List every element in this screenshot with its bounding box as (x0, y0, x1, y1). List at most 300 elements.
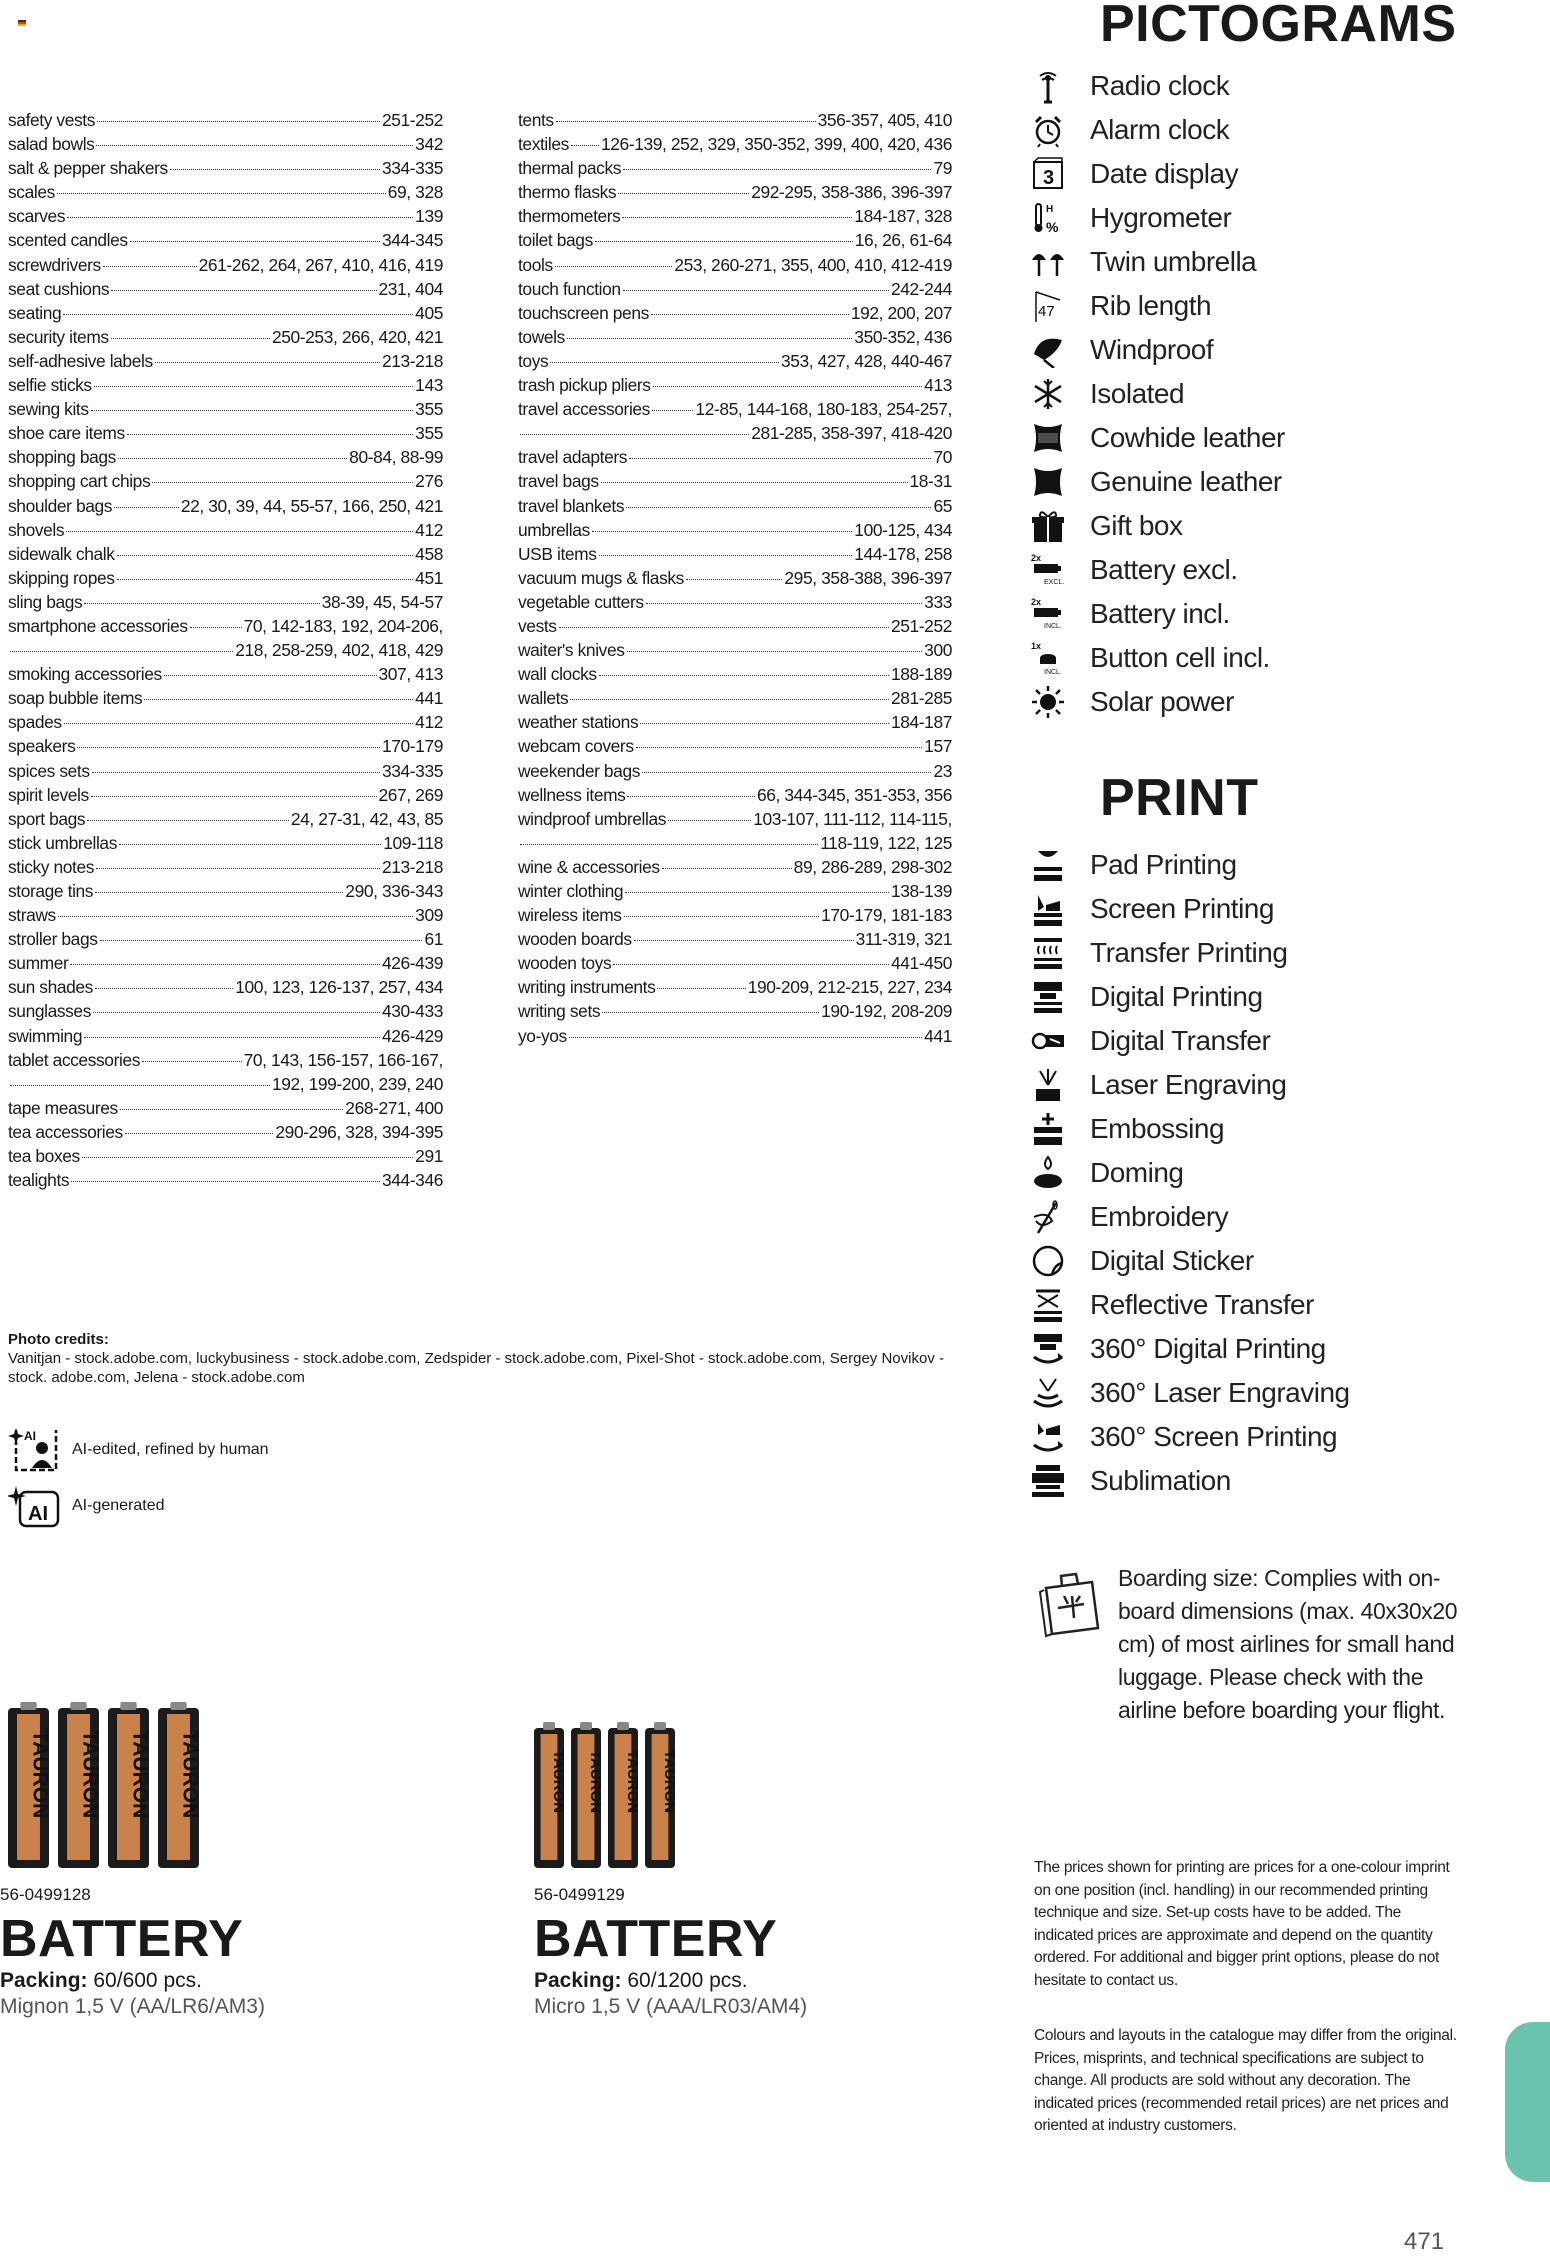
index-pages: 355 (415, 399, 443, 420)
index-column-right (518, 108, 952, 1048)
index-pages: 344-346 (381, 1170, 443, 1191)
solar-power-icon (1030, 682, 1076, 722)
dot-leader (114, 507, 179, 508)
print-label: Doming (1090, 1157, 1184, 1188)
index-pages: 291 (415, 1146, 443, 1167)
battery-brand: TAURON (128, 1730, 152, 1819)
dot-leader (84, 603, 319, 604)
screen-printing-icon (1030, 889, 1076, 929)
battery-brand: TAURON (28, 1730, 52, 1819)
product-spec: Mignon 1,5 V (AA/LR6/AM3) (0, 1995, 265, 2018)
index-term: writing sets (518, 1001, 601, 1022)
svg-text:EXCL.: EXCL. (1044, 579, 1065, 586)
pictograms-label: Cowhide leather (1090, 422, 1285, 453)
dot-leader (570, 699, 889, 700)
index-term: tea boxes (8, 1146, 80, 1167)
index-entry (8, 1096, 443, 1120)
print-item (1030, 1195, 1350, 1239)
index-pages: 213-218 (381, 856, 443, 877)
index-pages: 184-187 (890, 712, 952, 733)
index-pages: 355 (415, 423, 443, 444)
index-pages: 23 (933, 760, 952, 781)
index-entry (8, 349, 443, 373)
index-term: winter clothing (518, 881, 624, 901)
index-entry (8, 421, 443, 445)
index-pages: 143 (415, 375, 443, 396)
index-pages: 251-252 (890, 615, 952, 636)
index-term: wallets (518, 688, 569, 709)
index-pages: 276 (415, 471, 443, 492)
index-term: spades (8, 712, 62, 733)
dot-leader (120, 1109, 343, 1110)
index-entry (518, 518, 952, 542)
360-screen-printing-icon (1030, 1417, 1076, 1457)
button-cell-incl-icon (1030, 638, 1076, 678)
print-label: Embossing (1090, 1113, 1225, 1144)
index-pages: 413 (924, 375, 952, 396)
index-entry (518, 975, 952, 999)
dot-leader (64, 723, 413, 724)
dot-leader (622, 217, 852, 218)
index-pages: 441-450 (890, 953, 952, 974)
dot-leader (91, 796, 377, 797)
print-item (1030, 1151, 1350, 1195)
battery-cell (108, 1702, 152, 1868)
index-entry (518, 180, 952, 204)
index-pages: 405 (415, 302, 443, 323)
index-column-left (8, 108, 443, 1192)
index-term: tents (518, 110, 554, 130)
index-entry (518, 927, 952, 951)
pictograms-item (1030, 284, 1285, 328)
index-pages: 70, 143, 156-157, 166-167, (243, 1049, 443, 1070)
index-pages: 307, 413 (378, 664, 443, 685)
pictograms-label: Radio clock (1090, 70, 1230, 101)
index-pages: 61 (424, 929, 443, 950)
index-entry (518, 662, 952, 686)
index-pages: 344-345 (381, 230, 443, 251)
product-packing (534, 1969, 807, 1993)
index-pages: 213-218 (381, 350, 443, 371)
print-label: Pad Printing (1090, 849, 1237, 880)
dot-leader (77, 747, 380, 748)
photo-credits-text: Vanitjan - stock.adobe.com, luckybusiness - stock.adobe.com, Zedspider - stock.adobe.com, Pixel-Shot - stock.adobe.com, Sergey Novikov - stock. adobe.com, Jelena - stock.adobe.com (8, 1350, 944, 1386)
index-entry (8, 469, 443, 493)
index-pages: 100-125, 434 (854, 519, 952, 540)
dot-leader (640, 723, 889, 724)
pictograms-item (1030, 152, 1285, 196)
index-entry (8, 686, 443, 710)
battery-cell (158, 1702, 202, 1868)
index-entry (8, 542, 443, 566)
index-pages: 170-179, 181-183 (821, 905, 952, 926)
print-label: Transfer Printing (1090, 937, 1288, 968)
index-entry (8, 614, 443, 638)
index-entry (8, 590, 443, 614)
print-item (1030, 975, 1350, 1019)
dot-leader (119, 844, 381, 845)
index-pages: 350-352, 436 (854, 326, 952, 347)
dot-leader (613, 964, 889, 965)
index-pages: 192, 199-200, 239, 240 (271, 1073, 443, 1094)
dot-leader (67, 217, 413, 218)
rib-length-icon (1030, 286, 1076, 326)
print-item (1030, 1063, 1350, 1107)
index-term: selfie sticks (8, 375, 92, 396)
index-entry (8, 1072, 443, 1096)
index-pages: 38-39, 45, 54-57 (321, 591, 443, 612)
index-term: smartphone accessories (8, 615, 188, 636)
dot-leader (624, 916, 819, 917)
pictograms-label: Alarm clock (1090, 114, 1230, 145)
index-term: umbrellas (518, 519, 590, 540)
index-pages: 441 (415, 688, 443, 709)
index-term: touch function (518, 278, 621, 299)
index-term: scales (8, 182, 55, 203)
index-entry (518, 638, 952, 662)
pictograms-item (1030, 240, 1285, 284)
index-term: speakers (8, 736, 76, 757)
dot-leader (63, 314, 413, 315)
dot-leader (625, 892, 889, 893)
pictograms-label: Battery excl. (1090, 554, 1238, 585)
index-term: tape measures (8, 1097, 118, 1118)
pictograms-label: Rib length (1090, 290, 1212, 321)
svg-text:47: 47 (1038, 303, 1055, 320)
index-pages: 342 (415, 134, 443, 155)
index-pages: 218, 258-259, 402, 418, 429 (235, 640, 443, 661)
language-flag-icon (18, 20, 26, 26)
dot-leader (144, 699, 413, 700)
index-pages: 334-335 (381, 158, 443, 179)
dot-leader (555, 266, 673, 267)
product-code: 56-0499129 (534, 1885, 625, 1904)
dot-leader (569, 1037, 922, 1038)
svg-text:1x: 1x (1031, 641, 1042, 651)
index-term: weather stations (518, 712, 639, 733)
index-pages: 281-285 (890, 688, 952, 709)
index-entry (518, 349, 952, 373)
print-item (1030, 1415, 1350, 1459)
index-term: security items (8, 326, 109, 347)
index-entry (8, 951, 443, 975)
index-pages: 192, 200, 207 (850, 302, 952, 323)
index-pages: 441 (924, 1025, 952, 1046)
index-entry (518, 614, 952, 638)
dot-leader (559, 627, 889, 628)
battery-excl-icon (1030, 550, 1076, 590)
dot-leader (623, 290, 889, 291)
index-pages: 109-118 (383, 832, 443, 853)
index-entry (8, 518, 443, 542)
index-pages: 267, 269 (378, 784, 443, 805)
index-entry (8, 1024, 443, 1048)
index-term: straws (8, 905, 56, 926)
dot-leader (627, 796, 755, 797)
index-entry (518, 710, 952, 734)
index-entry (8, 1120, 443, 1144)
index-pages: 281-285, 358-397, 418-420 (751, 423, 952, 444)
index-entry (518, 325, 952, 349)
index-entry (518, 228, 952, 252)
index-term: stroller bags (8, 929, 98, 950)
index-entry (518, 373, 952, 397)
dot-leader (118, 458, 347, 459)
index-entry (518, 951, 952, 975)
product-battery-aaa (534, 1720, 807, 2019)
transfer-printing-icon (1030, 933, 1076, 973)
dot-leader (97, 121, 380, 122)
index-pages: 170-179 (381, 736, 443, 757)
dot-leader (602, 1012, 819, 1013)
pictograms-label: Twin umbrella (1090, 246, 1257, 277)
index-pages: 184-187, 328 (854, 206, 952, 227)
pictograms-label: Button cell incl. (1090, 642, 1270, 673)
index-pages: 412 (415, 519, 443, 540)
dot-leader (627, 651, 923, 652)
index-term: thermo flasks (518, 182, 617, 203)
product-packing (0, 1969, 265, 1993)
index-pages: 353, 427, 428, 440-467 (780, 350, 952, 371)
index-entry (8, 132, 443, 156)
index-entry (8, 783, 443, 807)
index-entry (8, 903, 443, 927)
svg-text:%: % (1046, 219, 1059, 235)
index-term: vacuum mugs & flasks (518, 567, 684, 588)
disclaimer-note: Colours and layouts in the catalogue may differ from the original. Prices, misprints, and technical specifications are subject to change. All products are sold without any decoration. The indicated prices (recommended retail prices) are net prices and oriented at industry customers. (1034, 2027, 1457, 2134)
pictograms-item (1030, 548, 1285, 592)
battery-aaa-image (534, 1720, 684, 1880)
index-entry (518, 999, 952, 1023)
index-pages: 311-319, 321 (855, 929, 952, 950)
svg-text:3: 3 (1043, 167, 1055, 189)
pictograms-item (1030, 460, 1285, 504)
index-term: salad bowls (8, 134, 95, 155)
index-term: toilet bags (518, 230, 593, 251)
index-pages: 144-178, 258 (854, 543, 952, 564)
index-pages: 334-335 (381, 760, 443, 781)
index-term: travel bags (518, 471, 599, 492)
print-item (1030, 887, 1350, 931)
index-entry (8, 759, 443, 783)
dot-leader (127, 434, 413, 435)
packing-value: 60/600 pcs. (93, 1969, 202, 1992)
index-term: shoe care items (8, 423, 125, 444)
index-pages: 295, 358-388, 396-397 (784, 567, 952, 588)
index-entry (8, 397, 443, 421)
dot-leader (599, 555, 853, 556)
dot-leader (152, 482, 413, 483)
battery-brand: TAURON (624, 1750, 641, 1814)
battery-cell (58, 1702, 102, 1868)
print-label: Reflective Transfer (1090, 1289, 1314, 1320)
dot-leader (646, 603, 923, 604)
print-label: 360° Digital Printing (1090, 1333, 1326, 1364)
index-term: wooden toys (518, 953, 612, 974)
index-term: touchscreen pens (518, 302, 649, 323)
index-entry (518, 204, 952, 228)
printing-prices-note: The prices shown for printing are prices for a one-colour imprint on one position (incl. handling) in our recommended printing technique and size. Set-up costs have to be added. The indicated prices are approximate and depend on the quantity ordered. For additional and bigger print options, please do not hesitate to contact us. (1034, 1859, 1450, 1989)
index-term: vests (518, 615, 557, 636)
sublimation-icon (1030, 1461, 1076, 1501)
hygrometer-icon (1030, 198, 1076, 238)
360-digital-printing-icon (1030, 1329, 1076, 1369)
dot-leader (10, 1085, 270, 1086)
index-pages: 138-139 (890, 881, 952, 901)
print-label: Embroidery (1090, 1201, 1229, 1232)
index-entry (518, 590, 952, 614)
index-term: summer (8, 953, 69, 974)
index-term: tablet accessories (8, 1049, 140, 1070)
index-entry (8, 445, 443, 469)
dot-leader (96, 868, 380, 869)
index-entry (518, 108, 952, 132)
cowhide-leather-icon (1030, 418, 1076, 458)
dot-leader (595, 241, 853, 242)
index-entry (8, 1144, 443, 1168)
index-entry (518, 903, 952, 927)
index-entry (8, 734, 443, 758)
battery-brand: TAURON (550, 1750, 567, 1814)
index-term: shopping bags (8, 447, 116, 468)
dot-leader (164, 675, 377, 676)
index-entry (518, 132, 952, 156)
dot-leader (93, 1012, 380, 1013)
embossing-icon (1030, 1109, 1076, 1149)
svg-text:2x: 2x (1031, 553, 1042, 563)
index-pages: 118-119, 122, 125 (820, 832, 952, 853)
dot-leader (662, 868, 792, 869)
dot-leader (170, 169, 380, 170)
pictograms-item (1030, 680, 1285, 724)
twin-umbrella-icon (1030, 242, 1076, 282)
index-pages: 356-357, 405, 410 (817, 110, 952, 130)
dot-leader (657, 988, 745, 989)
index-entry (8, 325, 443, 349)
index-pages: 16, 26, 61-64 (854, 230, 952, 251)
index-entry (518, 734, 952, 758)
index-entry (8, 879, 443, 903)
index-term: seat cushions (8, 278, 110, 299)
print-label: Sublimation (1090, 1465, 1231, 1496)
index-pages: 250-253, 266, 420, 421 (271, 326, 443, 347)
index-term: spices sets (8, 760, 90, 781)
index-term: travel blankets (518, 495, 625, 516)
pictograms-label: Date display (1090, 158, 1239, 189)
index-entry (8, 927, 443, 951)
dot-leader (84, 1037, 380, 1038)
pictograms-item (1030, 636, 1285, 680)
index-term: shopping cart chips (8, 471, 151, 492)
index-entry (8, 710, 443, 734)
doming-icon (1030, 1153, 1076, 1193)
dot-leader (71, 1181, 380, 1182)
dot-leader (592, 531, 853, 532)
index-entry (518, 879, 952, 903)
dot-leader (142, 1061, 242, 1062)
index-term: weekender bags (518, 760, 641, 781)
dot-leader (103, 266, 197, 267)
index-pages: 89, 286-289, 298-302 (793, 856, 952, 877)
pictograms-item (1030, 416, 1285, 460)
dot-leader (601, 482, 908, 483)
index-term: sunglasses (8, 1001, 92, 1022)
battery-brand: TAURON (661, 1750, 678, 1814)
windproof-icon (1030, 330, 1076, 370)
dot-leader (653, 386, 923, 387)
index-term: swimming (8, 1025, 83, 1046)
battery-cell (571, 1722, 604, 1868)
product-spec: Micro 1,5 V (AAA/LR03/AM4) (534, 1995, 808, 2018)
index-term: self-adhesive labels (8, 350, 153, 371)
dot-leader (57, 193, 386, 194)
battery-aa-image (0, 1700, 205, 1880)
index-pages: 290, 336-343 (345, 881, 443, 901)
index-entry (518, 421, 952, 445)
dot-leader (626, 507, 931, 508)
embroidery-icon (1030, 1197, 1076, 1237)
packing-label: Packing: (534, 1969, 622, 1992)
index-term: thermal packs (518, 158, 622, 179)
section-tab[interactable] (1505, 2022, 1550, 2182)
svg-text:INCL.: INCL. (1044, 669, 1062, 676)
index-term: textiles (518, 134, 569, 155)
index-pages: 426-439 (381, 953, 443, 974)
index-pages: 253, 260-271, 355, 400, 410, 412-419 (674, 254, 952, 275)
index-entry (8, 566, 443, 590)
index-pages: 300 (924, 640, 952, 661)
pad-printing-icon (1030, 845, 1076, 885)
index-term: smoking accessories (8, 664, 162, 685)
print-label: Screen Printing (1090, 893, 1274, 924)
ai-generated-icon (8, 1482, 64, 1530)
boarding-luggage-icon (1034, 1568, 1104, 1642)
index-term: screwdrivers (8, 254, 101, 275)
index-term: sun shades (8, 977, 93, 998)
genuine-leather-icon (1030, 462, 1076, 502)
print-item (1030, 1371, 1350, 1415)
dot-leader (96, 145, 413, 146)
packing-label: Packing: (0, 1969, 88, 1992)
index-entry (8, 301, 443, 325)
battery-cell (645, 1722, 678, 1868)
index-entry (518, 855, 952, 879)
index-term: wine & accessories (518, 856, 660, 877)
index-entry (8, 180, 443, 204)
index-term: sidewalk chalk (8, 543, 115, 564)
dot-leader (556, 121, 816, 122)
index-pages: 188-189 (890, 664, 952, 685)
index-entry (518, 807, 952, 831)
index-term: sling bags (8, 591, 83, 612)
index-entry (518, 469, 952, 493)
index-term: stick umbrellas (8, 832, 118, 853)
pictograms-item (1030, 108, 1285, 152)
dot-leader (125, 1133, 274, 1134)
dot-leader (155, 362, 380, 363)
ai-edited-note (8, 1426, 269, 1474)
index-term: scented candles (8, 230, 128, 251)
index-entry (8, 855, 443, 879)
index-pages: 103-107, 111-112, 114-115, (753, 808, 952, 829)
dot-leader (94, 386, 413, 387)
pictograms-item (1030, 592, 1285, 636)
index-entry (8, 831, 443, 855)
index-pages: 290-296, 328, 394-395 (275, 1121, 443, 1142)
index-pages: 251-252 (381, 110, 443, 130)
print-item (1030, 843, 1350, 887)
index-term: scarves (8, 206, 66, 227)
